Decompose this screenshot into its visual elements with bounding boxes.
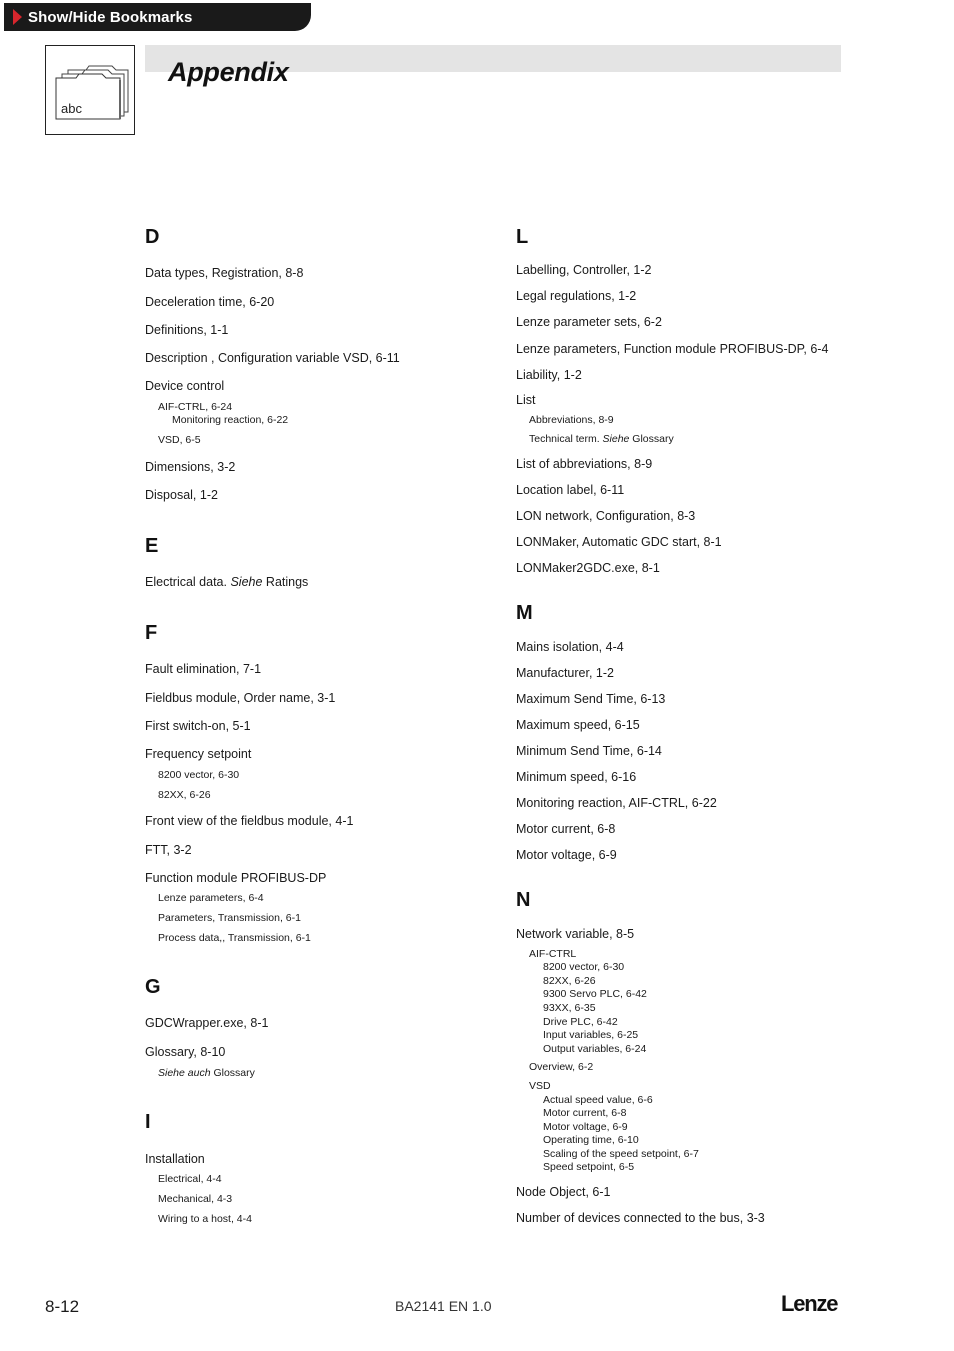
index-entry[interactable]: Monitoring reaction, AIF-CTRL, 6-22: [516, 796, 717, 810]
index-subentry[interactable]: Motor voltage, 6-9: [543, 1121, 628, 1133]
index-subentry[interactable]: Lenze parameters, 6-4: [158, 892, 264, 904]
index-entry[interactable]: List of abbreviations, 8-9: [516, 457, 653, 471]
index-entry[interactable]: Description , Configuration variable VSD, 6-11: [145, 351, 400, 365]
index-subentry[interactable]: 8200 vector, 6-30: [543, 961, 625, 973]
index-entry[interactable]: Network variable, 8-5: [516, 927, 635, 941]
index-subentry[interactable]: Wiring to a host, 4-4: [158, 1213, 252, 1225]
index-entry[interactable]: Deceleration time, 6-20: [145, 295, 275, 309]
index-entry[interactable]: Maximum speed, 6-15: [516, 718, 640, 732]
index-subentry[interactable]: Mechanical, 4-3: [158, 1193, 233, 1205]
index-entry[interactable]: LONMaker, Automatic GDC start, 8-1: [516, 535, 722, 549]
index-subentry: VSD: [529, 1080, 551, 1092]
index-subentry[interactable]: 93XX, 6-35: [543, 1002, 596, 1014]
index-subentry[interactable]: Electrical, 4-4: [158, 1173, 222, 1185]
index-entry[interactable]: Lenze parameters, Function module PROFIBUS-DP, 6-4: [516, 342, 829, 356]
index-entry[interactable]: Disposal, 1-2: [145, 488, 218, 502]
index-subentry[interactable]: 82XX, 6-26: [158, 789, 211, 801]
entry-see: Siehe auch: [158, 1067, 211, 1079]
index-entry[interactable]: Minimum Send Time, 6-14: [516, 744, 662, 758]
index-entry[interactable]: Front view of the fieldbus module, 4-1: [145, 814, 354, 828]
index-entry[interactable]: Glossary, 8-10: [145, 1045, 226, 1059]
index-subentry[interactable]: Input variables, 6-25: [543, 1029, 639, 1041]
page-title: Appendix: [168, 57, 289, 87]
entry-text: Technical term.: [529, 433, 603, 445]
index-letter-n: N: [516, 889, 531, 911]
index-subentry[interactable]: Process data,, Transmission, 6-1: [158, 932, 311, 944]
index-entry: Function module PROFIBUS-DP: [145, 871, 327, 885]
index-letter-f: F: [145, 622, 158, 644]
index-letter-d: D: [145, 226, 160, 248]
index-entry: Installation: [145, 1152, 205, 1166]
index-entry[interactable]: Lenze parameter sets, 6-2: [516, 315, 662, 329]
index-subentry[interactable]: Actual speed value, 6-6: [543, 1094, 653, 1106]
index-entry[interactable]: Location label, 6-11: [516, 483, 625, 497]
index-entry[interactable]: Definitions, 1-1: [145, 323, 229, 337]
index-letter-g: G: [145, 976, 161, 998]
document-id: BA2141 EN 1.0: [395, 1298, 492, 1314]
entry-see: Siehe: [602, 433, 630, 445]
index-subentry[interactable]: Monitoring reaction, 6-22: [172, 414, 289, 426]
index-entry[interactable]: Fault elimination, 7-1: [145, 662, 262, 676]
index-subentry[interactable]: Drive PLC, 6-42: [543, 1016, 618, 1028]
index-entry[interactable]: Minimum speed, 6-16: [516, 770, 637, 784]
index-entry[interactable]: Liability, 1-2: [516, 368, 582, 382]
lenze-logo: Lenze: [781, 1291, 838, 1316]
index-subentry[interactable]: Parameters, Transmission, 6-1: [158, 912, 301, 924]
index-subentry[interactable]: Operating time, 6-10: [543, 1134, 639, 1146]
entry-target: Ratings: [262, 575, 309, 589]
index-letter-l: L: [516, 226, 529, 248]
index-entry: Frequency setpoint: [145, 747, 252, 761]
index-letter-i: I: [145, 1111, 151, 1133]
index-entry[interactable]: First switch-on, 5-1: [145, 719, 251, 733]
index-subentry[interactable]: VSD, 6-5: [158, 434, 201, 446]
index-entry[interactable]: LON network, Configuration, 8-3: [516, 509, 696, 523]
page-number: 8-12: [45, 1297, 80, 1316]
index-entry[interactable]: Motor voltage, 6-9: [516, 848, 617, 862]
index-entry[interactable]: Labelling, Controller, 1-2: [516, 263, 652, 277]
index-subentry[interactable]: AIF-CTRL, 6-24: [158, 401, 233, 413]
index-subentry[interactable]: 8200 vector, 6-30: [158, 769, 240, 781]
folder-stack-icon: [46, 46, 136, 136]
index-subentry[interactable]: 9300 Servo PLC, 6-42: [543, 988, 647, 1000]
index-subentry[interactable]: 82XX, 6-26: [543, 975, 596, 987]
index-subentry[interactable]: Scaling of the speed setpoint, 6-7: [543, 1148, 699, 1160]
entry-text: Electrical data.: [145, 575, 231, 589]
index-entry[interactable]: Manufacturer, 1-2: [516, 666, 614, 680]
index-entry[interactable]: Data types, Registration, 8-8: [145, 266, 304, 280]
index-subentry[interactable]: Speed setpoint, 6-5: [543, 1161, 635, 1173]
entry-target: Glossary: [629, 433, 674, 445]
index-letter-m: M: [516, 602, 533, 624]
index-subentry[interactable]: [529, 433, 674, 446]
index-letter-e: E: [145, 535, 159, 557]
index-entry[interactable]: [145, 574, 308, 590]
triangle-right-icon: [13, 9, 22, 25]
show-hide-bookmarks-button[interactable]: [4, 3, 311, 31]
index-entry[interactable]: Motor current, 6-8: [516, 822, 616, 836]
folder-icon-box: [45, 45, 135, 135]
index-entry[interactable]: Maximum Send Time, 6-13: [516, 692, 666, 706]
index-entry[interactable]: Node Object, 6-1: [516, 1185, 611, 1199]
index-subentry[interactable]: Motor current, 6-8: [543, 1107, 627, 1119]
index-entry[interactable]: LONMaker2GDC.exe, 8-1: [516, 561, 660, 575]
index-entry: Device control: [145, 379, 225, 393]
index-entry[interactable]: Dimensions, 3-2: [145, 460, 236, 474]
index-entry[interactable]: Fieldbus module, Order name, 3-1: [145, 691, 336, 705]
entry-see: Siehe: [230, 575, 263, 589]
index-entry[interactable]: Number of devices connected to the bus, 3-3: [516, 1211, 765, 1225]
index-entry[interactable]: FTT, 3-2: [145, 843, 192, 857]
index-subentry: AIF-CTRL: [529, 948, 577, 960]
bookmarks-label: Show/Hide Bookmarks: [28, 8, 193, 26]
index-entry: List: [516, 393, 536, 407]
index-subentry[interactable]: Output variables, 6-24: [543, 1043, 647, 1055]
index-entry[interactable]: GDCWrapper.exe, 8-1: [145, 1016, 269, 1030]
index-entry[interactable]: Mains isolation, 4-4: [516, 640, 624, 654]
entry-target: Glossary: [210, 1067, 255, 1079]
index-subentry[interactable]: [158, 1067, 255, 1080]
index-subentry[interactable]: Abbreviations, 8-9: [529, 414, 614, 426]
index-entry[interactable]: Legal regulations, 1-2: [516, 289, 637, 303]
folder-label: abc: [61, 101, 82, 116]
index-subentry[interactable]: Overview, 6-2: [529, 1061, 594, 1073]
